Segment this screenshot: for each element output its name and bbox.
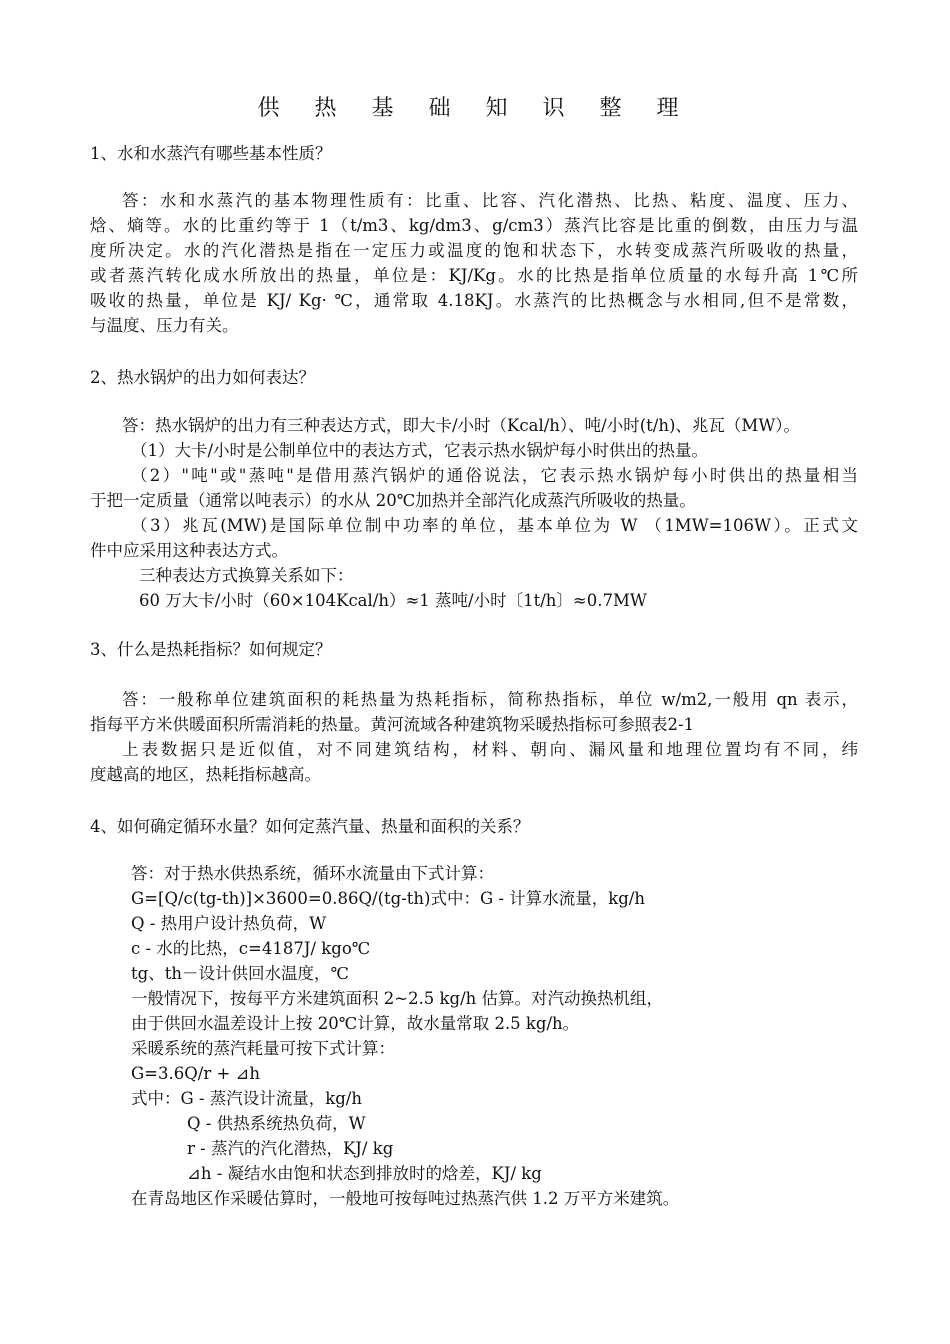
- answer-4-line: c - 水的比热，c=4187J/ kgo℃: [131, 939, 371, 958]
- answer-2-line: （2）"吨"或"蒸吨"是借用蒸汽锅炉的通俗说法，它表示热水锅炉每小时供出的热量相当: [131, 466, 858, 485]
- document-title: 供 热 基 础 知 识 整 理: [257, 96, 693, 121]
- answer-2-line: 三种表达方式换算关系如下：: [139, 566, 354, 585]
- question-2: 2、热水锅炉的出力如何表达？: [90, 368, 315, 387]
- answer-2-line: （3）兆瓦(MW)是国际单位制中功率的单位，基本单位为 W （1MW=106W）。正式文: [131, 516, 858, 535]
- answer-4-line: ⊿h - 凝结水由饱和状态到排放时的焓差，KJ/ kg: [187, 1164, 542, 1183]
- answer-4-line: 采暖系统的蒸汽耗量可按下式计算：: [131, 1039, 395, 1058]
- answer-1-line: 焓、熵等。水的比重约等于 1（t/m3、kg/dm3、g/cm3）蒸汽比容是比重的倒数，由压力与温: [90, 216, 858, 235]
- question-1: 1、水和水蒸汽有哪些基本性质？: [90, 144, 332, 163]
- answer-4-line: 一般情况下，按每平方米建筑面积 2~2.5 kg/h 估算。对汽动换热机组，: [131, 989, 664, 1008]
- answer-3-line: 答：一般称单位建筑面积的耗热量为热耗指标，简称热指标，单位 w/m2,一般用 qn 表示，: [122, 690, 858, 709]
- answer-4-line: Q - 热用户设计热负荷，W: [131, 914, 327, 933]
- answer-1-line: 吸收的热量，单位是 KJ/ Kg· ℃，通常取 4.18KJ。水蒸汽的比热概念与水相同,但不是常数，: [90, 291, 858, 310]
- answer-4-line: r - 蒸汽的汽化潜热，KJ/ kg: [187, 1139, 394, 1158]
- answer-1-line: 与温度、压力有关。: [90, 316, 239, 335]
- answer-3-line: 度越高的地区，热耗指标越高。: [90, 765, 321, 784]
- answer-4-line: Q - 供热系统热负荷，W: [187, 1114, 366, 1133]
- conversion-formula: 60 万大卡/小时（60×104Kcal/h）≈1 蒸吨/小时〔1t/h〕≈0.7MW: [139, 591, 647, 610]
- answer-2-line: 答：热水锅炉的出力有三种表达方式，即大卡/小时（Kcal/h）、吨/小时(t/h)、兆瓦（MW）。: [122, 416, 801, 435]
- answer-4-line: 在青岛地区作采暖估算时，一般地可按每吨过热蒸汽供 1.2 万平方米建筑。: [131, 1189, 680, 1208]
- answer-4-line: tg、th－设计供回水温度，℃: [131, 964, 349, 983]
- answer-4-line: 答：对于热水供热系统，循环水流量由下式计算：: [131, 864, 494, 883]
- answer-2-line: 于把一定质量（通常以吨表示）的水从 20℃加热并全部汽化成蒸汽所吸收的热量。: [90, 491, 696, 510]
- formula-water-flow: G=[Q/c(tg-th)]×3600=0.86Q/(tg-th)式中：G - 计算水流量，kg/h: [131, 889, 645, 908]
- answer-1-line: 度所决定。水的汽化潜热是指在一定压力或温度的饱和状态下，水转变成蒸汽所吸收的热量，: [90, 241, 858, 260]
- answer-1-line: 答：水和水蒸汽的基本物理性质有：比重、比容、汽化潜热、比热、粘度、温度、压力、: [122, 191, 858, 210]
- question-3: 3、什么是热耗指标？如何规定？: [90, 640, 332, 659]
- answer-3-line: 上表数据只是近似值，对不同建筑结构，材料、朝向、漏风量和地理位置均有不同，纬: [122, 740, 858, 759]
- answer-1-line: 或者蒸汽转化成水所放出的热量，单位是：KJ/Kg。水的比热是指单位质量的水每升高 1℃所: [90, 266, 858, 285]
- answer-3-line: 指每平方米供暖面积所需消耗的热量。黄河流域各种建筑物采暖热指标可参照表2-1: [90, 715, 695, 734]
- question-4: 4、如何确定循环水量？如何定蒸汽量、热量和面积的关系？: [90, 817, 530, 836]
- formula-steam-consumption: G=3.6Q/r + ⊿h: [131, 1064, 260, 1083]
- answer-2-line: 件中应采用这种表达方式。: [90, 541, 288, 560]
- answer-4-line: 由于供回水温差设计上按 20℃计算，故水量常取 2.5 kg/h。: [131, 1014, 580, 1033]
- answer-4-line: 式中：G - 蒸汽设计流量，kg/h: [131, 1089, 362, 1108]
- answer-2-line: （1）大卡/小时是公制单位中的表达方式，它表示热水锅炉每小时供出的热量。: [131, 441, 709, 460]
